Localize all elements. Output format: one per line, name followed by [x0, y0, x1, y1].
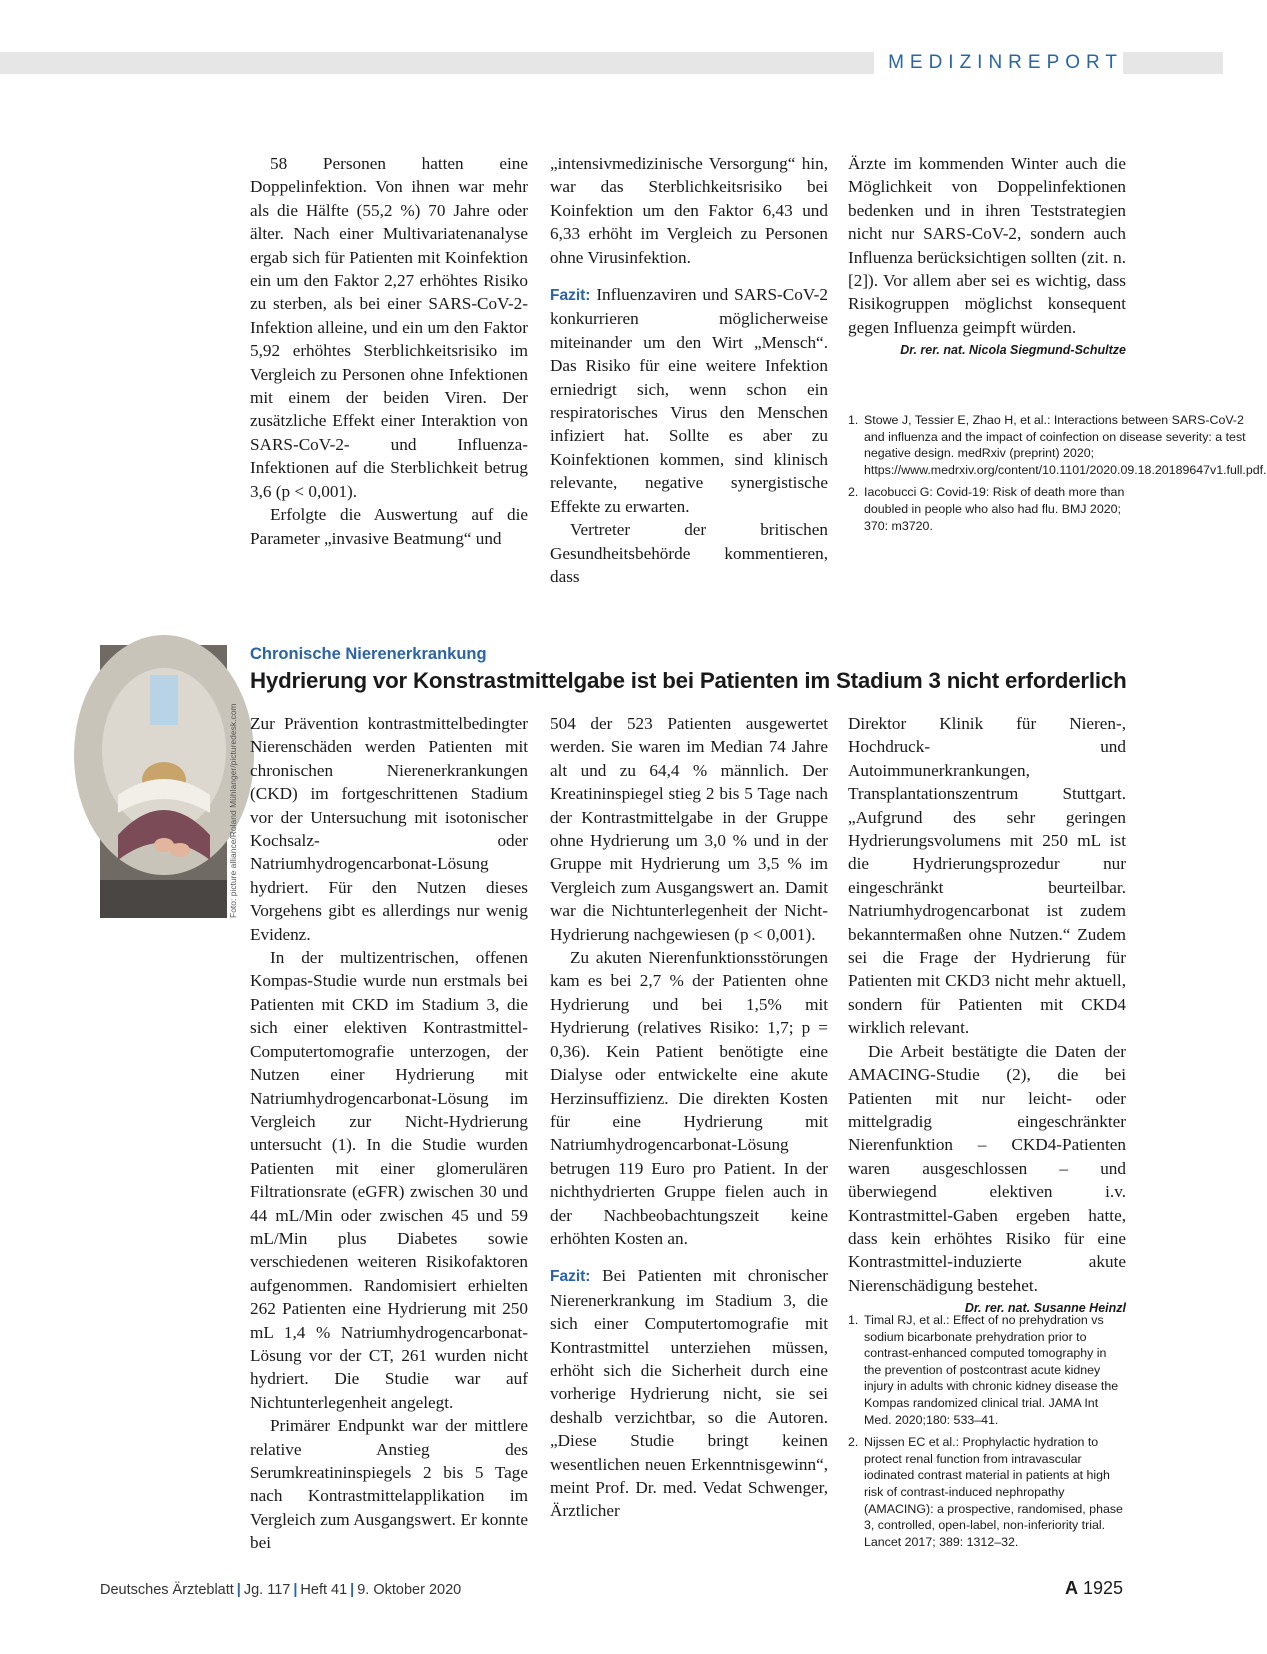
paragraph: Vertreter der britischen Gesundheitsbehörde kommentieren, dass [550, 520, 828, 586]
paragraph: Direktor Klinik für Nieren-, Hochdruck- und Autoimmunerkrankungen, Transplantationszentrum Stuttgart. „Aufgrund des sehr geringen Hydrierungsvolumens mit 250 mL ist die Hydrierungsprozedur nur eingeschränkt beurteilbar. Natriumhydrogencarbonat ist zudem bekanntermaßen ohne Nutzen.“ Zudem sei die Frage der Hydrierung für Patienten mit CKD3 nicht mehr aktuell, sondern für Patienten mit CKD4 wirklich relevant. [848, 714, 1126, 1038]
reference-item: 1. Stowe J, Tessier E, Zhao H, et al.: Interactions between SARS-CoV-2 and influenza and the impact of coinfection on disease severity: a test negative design. medRxiv (preprint) 2020; https://www.medrxiv.org/content/10.1101/2020.09.18.20189647v1.full.pdf. [848, 413, 1267, 477]
separator: | [350, 1582, 355, 1598]
fazit-paragraph [550, 1264, 828, 1522]
paragraph: Primärer Endpunkt war der mittlere relative Anstieg des Serumkreatininspiegels 2 bis 5 Tage nach Kontrastmittelapplikation im Vergleich zum Ausgangswert. Er konnte bei [250, 1416, 528, 1553]
article2-column-2 [550, 712, 828, 1523]
article2-column-1 [250, 712, 528, 1555]
footer-citation [100, 1582, 461, 1598]
separator: | [236, 1582, 241, 1598]
section-label: MEDIZINREPORT [874, 50, 1123, 76]
fazit-label: Fazit: [550, 1268, 591, 1286]
article1-column-2 [550, 152, 828, 588]
paragraph: Zu akuten Nierenfunktionsstörungen kam es bei 2,7 % der Patienten ohne Hydrierung und bei 1,5% mit Hydrierung (relatives Risiko: 1,7; p = 0,36). Kein Patient benötigte eine Dialyse oder entwickelte eine akute Herzinsuffizienz. Die direkten Kosten für eine Hydrierung mit Natriumhydrogencarbonat-Lösung betrugen 119 Euro pro Patient. In der nichthydrierten Gruppe fielen auch in der Nachbeobachtungszeit keine erhöhten Kosten an. [550, 948, 828, 1248]
paragraph: 58 Personen hatten eine Doppelinfektion. Von ihnen war mehr als die Hälfte (55,2 %) 70 Jahre oder älter. Nach einer Multivariatenanalyse ergab sich für Patienten mit Koinfektion ein um den Faktor 2,27 erhöhtes Risiko zu sterben, als bei einer SARS-CoV-2-Infektion alleine, und ein um den Faktor 5,92 erhöhtes Sterblichkeitsrisiko im Vergleich zu Personen ohne Infektionen mit einem der beiden Viren. Der zusätzliche Effekt einer Interaktion von SARS-CoV-2- und Influenza-Infektionen auf die Sterblichkeit betrug 3,6 (p < 0,001). [250, 154, 528, 501]
article2-references [848, 1312, 1126, 1556]
photo-credit: Foto: picture alliance/Roland Mühlanger/picturedesk.com [228, 703, 238, 918]
issue-date: 9. Oktober 2020 [357, 1582, 462, 1598]
journal-name: Deutsches Ärzteblatt [100, 1582, 234, 1598]
reference-item: 2. Iacobucci G: Covid-19: Risk of death more than doubled in people who also had flu. BMJ 2020; 370: m3720. [848, 485, 1125, 533]
article2-column-3 [848, 712, 1126, 1321]
page-number [1065, 1578, 1123, 1599]
page-number-value: 1925 [1082, 1578, 1123, 1598]
article1-column-3 [848, 152, 1126, 363]
fazit-label: Fazit: [550, 287, 591, 305]
fazit-text: Bei Patienten mit chronischer Nierenerkrankung im Stadium 3, die sich einer Computertomografie mit Kontrastmittel unterziehen müssen, erhöht sich die Sicherheit durch eine vorherige Hydrierung nicht, sie sei deshalb verzichtbar, so die Autoren. „Diese Studie bringt keinen wesentlichen neuen Erkenntnisgewinn“, meint Prof. Dr. med. Vedat Schwenger, Ärztlicher [550, 1266, 828, 1521]
ct-scanner-photo [100, 645, 227, 918]
journal-issue: Heft 41 [300, 1582, 348, 1598]
paragraph: 504 der 523 Patienten ausgewertet werden. Sie waren im Median 74 Jahre alt und zu 64,4 % männlich. Der Kreatininspiegel stieg 2 bis 5 Tage nach der Kontrastmittelgabe in der Gruppe ohne Hydrierung um 3,0 % und in der Gruppe mit Hydrierung um 3,5 % im Vergleich zum Ausgangswert an. Damit war die Nichtunterlegenheit der Nicht-Hydrierung nachgewiesen (p < 0,001). [550, 714, 828, 944]
reference-item: 1. Timal RJ, et al.: Effect of no prehydration vs sodium bicarbonate prehydration prior to contrast-enhanced computed tomography in the prevention of postcontrast acute kidney injury in adults with chronic kidney disease the Kompas randomized clinical trial. JAMA Int Med. 2020;180: 533–41. [848, 1313, 1119, 1427]
article1-column-1 [250, 152, 528, 550]
paragraph: Die Arbeit bestätigte die Daten der AMACING-Studie (2), die bei Patienten mit nur leicht- oder mittelgradig eingeschränkter Nierenfunktion – CKD4-Patienten waren ausgeschlossen – und überwiegend elektiven i.v. Kontrastmittel-Gaben ergeben hatte, dass kein erhöhtes Risiko für eine Kontrastmittel-induzierte akute Nierenschädigung bestehet. [848, 1041, 1126, 1295]
ct-scanner-photo-graphic [100, 645, 227, 918]
page-prefix: A [1064, 1578, 1078, 1598]
fazit-paragraph [550, 283, 828, 518]
fazit-text: Influenzaviren und SARS-CoV-2 konkurrieren möglicherweise miteinander um den Wirt „Mensch“. Das Risiko für eine weitere Infektion erniedrigt sich, wenn schon ein respiratorisches Virus den Menschen infiziert hat. Sollte es aber zu Koinfektionen kommen, sind klinisch relevante, negative synergistische Effekte zu erwarten. [550, 285, 828, 516]
paragraph: „intensivmedizinische Versorgung“ hin, war das Sterblichkeitsrisiko bei Koinfektion um den Faktor 6,43 und 6,33 erhöht im Vergleich zu Personen ohne Virusinfektion. [550, 154, 828, 267]
article1-references [848, 412, 1267, 540]
paragraph: Zur Prävention kontrastmittelbedingter Nierenschäden werden Patienten mit chronischen Nierenerkrankungen (CKD) im fortgeschrittenen Stadium vor der Untersuchung mit isotonischer Kochsalz- oder Natriumhydrogencarbonat-Lösung hydriert. Für den Nutzen dieses Vorgehens gibt es allerdings nur wenig Evidenz. [250, 714, 528, 944]
author-byline: Dr. rer. nat. Susanne Heinzl [964, 1301, 1126, 1316]
journal-volume: Jg. 117 [243, 1582, 291, 1598]
paragraph: In der multizentrischen, offenen Kompas-Studie wurde nun erstmals bei Patienten mit CKD im Stadium 3, die sich einer elektiven Kontrastmittel-Computertomografie unterzogen, der Nutzen einer Hydrierung mit Natriumhydrogencarbonat-Lösung im Vergleich zur Nicht-Hydrierung untersucht (1). In die Studie wurden Patienten mit einer glomerulären Filtrationsrate (eGFR) zwischen 30 und 44 mL/Min oder zwischen 45 und 59 mL/Min plus Diabetes sowie verschiedenen weiteren Risikofaktoren aufgenommen. Randomisiert erhielten 262 Patienten eine Hydrierung mit 250 mL 1,4 % Natriumhydrogencarbonat-Lösung vor der CT, 261 wurden nicht hydriert. Die Studie war auf Nichtunterlegenheit angelegt. [250, 948, 528, 1412]
article-kicker: Chronische Nierenerkrankung [250, 645, 487, 663]
author-byline: Dr. rer. nat. Nicola Siegmund-Schultze [900, 343, 1126, 358]
paragraph: Ärzte im kommenden Winter auch die Möglichkeit von Doppelinfektionen bedenken und in ihren Teststrategien nicht nur SARS-CoV-2, sondern auch Influenza berücksichtigen sollten (zit. n. [2]). Vor allem aber sei es wichtig, dass Risikogruppen möglichst konsequent gegen Influenza geimpft würden. [848, 154, 1126, 337]
reference-item: 2. Nijssen EC et al.: Prophylactic hydration to protect renal function from intravascular iodinated contrast material in patients at high risk of contrast-induced nephropathy (AMACING): a prospective, randomised, phase 3, controlled, open-label, non-inferiority trial. Lancet 2017; 389: 1312–32. [848, 1435, 1123, 1549]
article-headline: Hydrierung vor Konstrastmittelgabe ist bei Patienten im Stadium 3 nicht erforderlich [250, 668, 1127, 693]
paragraph: Erfolgte die Auswertung auf die Parameter „invasive Beatmung“ und [250, 505, 528, 548]
separator: | [293, 1582, 298, 1598]
